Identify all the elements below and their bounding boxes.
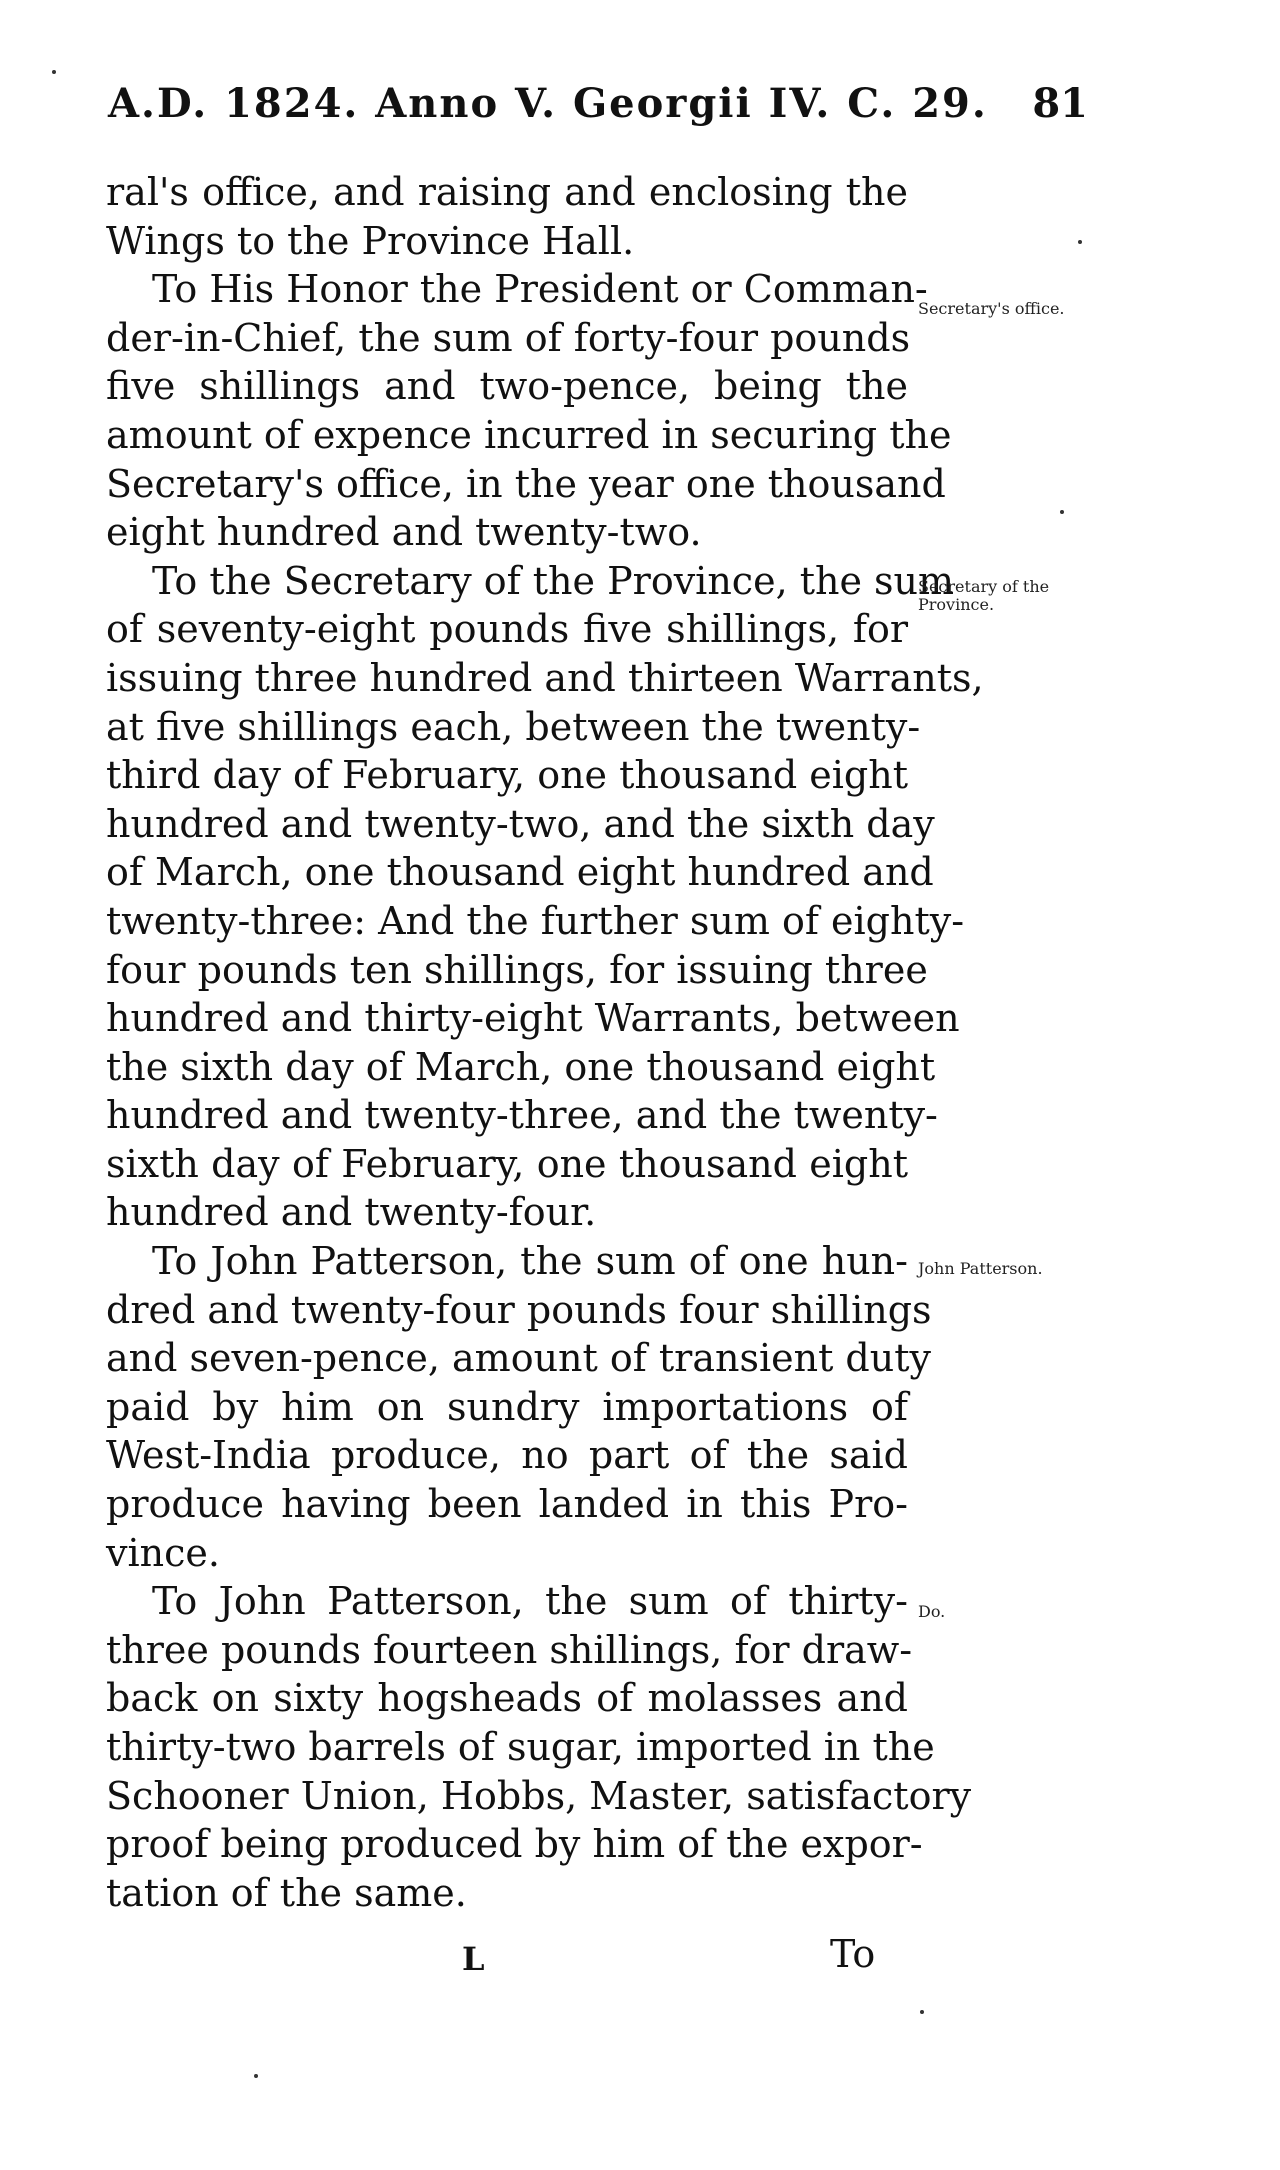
text-line: the sixth day of March, one thousand eight — [106, 1044, 936, 1089]
text-line: four pounds ten shillings, for issuing three — [106, 947, 928, 992]
text-line: dred and twenty-four pounds four shillings — [106, 1287, 932, 1332]
text-line: sixth day of February, one thousand eight — [106, 1141, 908, 1186]
text-line: produce having been landed in this Pro- — [106, 1482, 908, 1527]
print-speck — [1078, 240, 1082, 244]
text-line: vince. — [106, 1530, 220, 1575]
running-title: A.D. 1824. Anno V. Georgii IV. C. 29. — [108, 80, 988, 127]
paragraph-start-line: To His Honor the President or Comman- — [152, 267, 928, 312]
text-line: paid by him on sundry importations of — [106, 1384, 908, 1429]
page-header — [108, 80, 1088, 140]
print-speck — [920, 2010, 924, 2014]
text-line: West-India produce, no part of the said — [106, 1433, 908, 1478]
margin-note-province: Province. — [918, 595, 995, 614]
text-line: hundred and twenty-four. — [106, 1190, 597, 1235]
text-line: Secretary's office, in the year one thousand — [106, 461, 946, 506]
text-line: der-in-Chief, the sum of forty-four pounds — [106, 315, 911, 360]
text-line: of March, one thousand eight hundred and — [106, 850, 934, 895]
text-line: amount of expence incurred in securing the — [106, 412, 952, 457]
text-line: eight hundred and twenty-two. — [106, 510, 702, 555]
text-line: Wings to the Province Hall. — [106, 218, 635, 263]
text-line: tation of the same. — [106, 1870, 467, 1915]
text-line: third day of February, one thousand eight — [106, 753, 908, 798]
page-number: 81 — [1032, 80, 1088, 127]
text-line: hundred and thirty-eight Warrants, between — [106, 996, 960, 1041]
paragraph-start-line: To John Patterson, the sum of thirty- — [152, 1579, 908, 1624]
paragraph-start-line: To the Secretary of the Province, the sum — [152, 558, 955, 603]
text-line: five shillings and two-pence, being the — [106, 364, 908, 409]
paragraph-start-line: To John Patterson, the sum of one hun- — [152, 1239, 908, 1284]
text-line: thirty-two barrels of sugar, imported in the — [106, 1725, 935, 1769]
text-line: of seventy-eight pounds five shillings, for — [106, 607, 908, 652]
print-speck — [254, 2074, 258, 2078]
margin-note-ditto: Do. — [918, 1602, 946, 1621]
text-line: ral's office, and raising and enclosing the — [106, 170, 908, 214]
signature-mark: L — [462, 1940, 485, 1978]
text-line: at five shillings each, between the twenty- — [106, 704, 921, 749]
margin-note-john-patterson: John Patterson. — [918, 1259, 1043, 1278]
text-line: hundred and twenty-two, and the sixth day — [106, 801, 935, 846]
text-line: issuing three hundred and thirteen Warrants, — [106, 655, 984, 700]
catchword: To — [830, 1932, 876, 1976]
margin-note-secretary-province: Secretary of the — [918, 577, 1050, 596]
text-line: proof being produced by him of the expor- — [106, 1822, 923, 1867]
text-line: Schooner Union, Hobbs, Master, satisfactory — [106, 1773, 972, 1818]
text-line: back on sixty hogsheads of molasses and — [106, 1676, 908, 1721]
text-line: twenty-three: And the further sum of eighty- — [106, 898, 965, 943]
print-speck — [52, 70, 56, 74]
text-line: and seven-pence, amount of transient duty — [106, 1336, 931, 1381]
text-line: hundred and twenty-three, and the twenty- — [106, 1093, 938, 1138]
text-line: three pounds fourteen shillings, for draw- — [106, 1627, 913, 1672]
margin-note-secretary-office: Secretary's office. — [918, 299, 1065, 318]
print-speck — [1060, 510, 1064, 514]
